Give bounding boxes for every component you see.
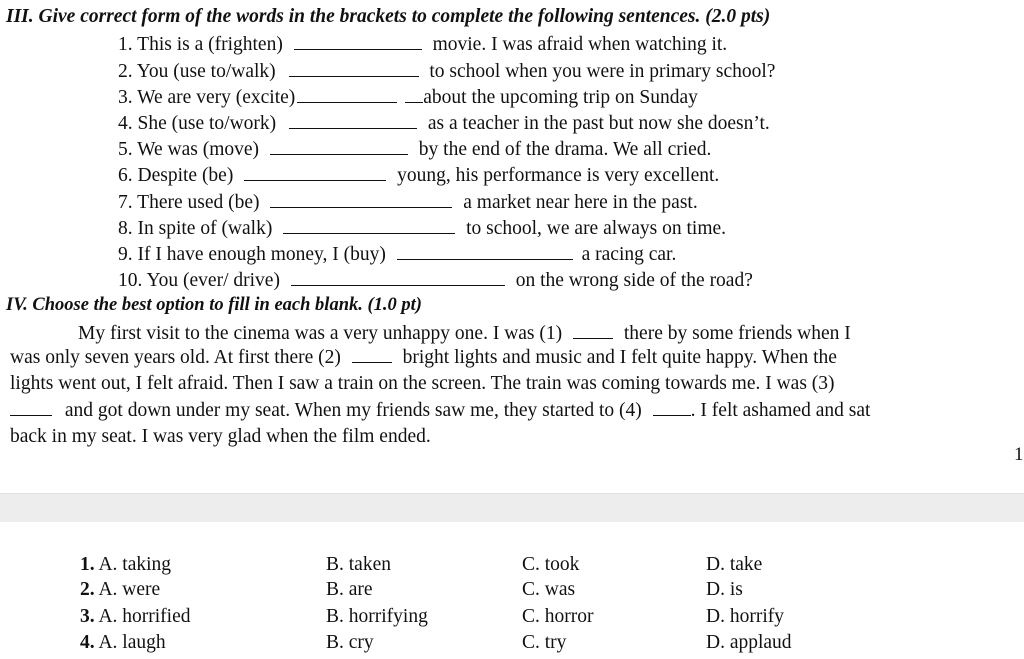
question-prompt: Despite (be) — [137, 165, 234, 186]
gap-3-blank[interactable] — [10, 401, 52, 416]
margin-page-digit: 1 — [1014, 444, 1024, 465]
option-a[interactable]: A. laugh — [98, 632, 166, 653]
question-number: 4. — [118, 113, 133, 134]
answer-blank[interactable] — [270, 193, 452, 208]
option-b[interactable]: B. are — [326, 579, 373, 600]
question-rest: about the upcoming trip on Sunday — [423, 87, 698, 108]
question-prompt: In spite of (walk) — [137, 218, 273, 239]
option-c[interactable]: C. horror — [522, 606, 594, 627]
paragraph-text: My first visit to the cinema was a very unhappy one. I was (1) — [78, 323, 563, 344]
option-number: 1. — [80, 554, 95, 575]
paragraph-line-3 — [10, 372, 835, 396]
gap-2-blank[interactable] — [352, 348, 392, 363]
paragraph-text: bright lights and music and I felt quite happy. When the — [402, 347, 837, 368]
question-rest: on the wrong side of the road? — [515, 270, 753, 291]
answer-blank-tail — [405, 88, 423, 103]
answer-blank[interactable] — [283, 219, 455, 234]
question-1 — [118, 32, 727, 58]
answer-blank[interactable] — [270, 140, 408, 155]
question-rest: to school when you were in primary school? — [429, 61, 776, 82]
section-3-title: III. Give correct form of the words in the brackets to complete the following sentences. (2.0 pts) — [6, 6, 771, 27]
option-row-2 — [80, 579, 160, 601]
paragraph-text: there by some friends when I — [623, 323, 851, 344]
paragraph-text: . I felt ashamed and sat — [690, 400, 871, 421]
option-d[interactable]: D. is — [706, 579, 743, 600]
question-10 — [118, 268, 753, 294]
question-number: 8. — [118, 218, 133, 239]
answer-blank[interactable] — [289, 62, 419, 77]
question-rest: movie. I was afraid when watching it. — [432, 34, 728, 55]
option-a[interactable]: A. horrified — [98, 606, 191, 627]
question-rest: young, his performance is very excellent. — [397, 165, 720, 186]
paragraph-text: and got down under my seat. When my friends saw me, they started to (4) — [64, 400, 642, 421]
question-number: 3. — [118, 87, 133, 108]
question-prompt: There used (be) — [137, 192, 260, 213]
answer-blank[interactable] — [289, 114, 417, 129]
question-rest: a market near here in the past. — [463, 192, 698, 213]
question-prompt: You (ever/ drive) — [146, 270, 280, 291]
option-a[interactable]: A. taking — [98, 554, 172, 575]
question-number: 6. — [118, 165, 133, 186]
paragraph-line-2 — [10, 346, 837, 370]
question-rest: to school, we are always on time. — [466, 218, 727, 239]
question-3 — [118, 85, 698, 111]
question-2 — [118, 59, 775, 85]
paragraph-text: lights went out, I felt afraid. Then I saw a train on the screen. The train was coming towards me. I was (3) — [10, 373, 835, 394]
question-7 — [118, 190, 698, 216]
answer-blank[interactable] — [291, 271, 505, 286]
question-rest: as a teacher in the past but now she doesn’t. — [427, 113, 770, 134]
question-5 — [118, 137, 711, 163]
gap-1-blank[interactable] — [573, 324, 613, 339]
question-number: 7. — [118, 192, 133, 213]
paragraph-line-1 — [78, 322, 851, 346]
option-number: 4. — [80, 632, 95, 653]
paragraph-line-4 — [10, 399, 870, 423]
option-d[interactable]: D. applaud — [706, 632, 792, 653]
question-number: 9. — [118, 244, 133, 265]
question-prompt: We are very (excite) — [137, 87, 296, 108]
worksheet-options — [0, 522, 1024, 659]
option-row-1 — [80, 554, 171, 576]
question-6 — [118, 163, 719, 189]
question-prompt: This is a (frighten) — [137, 34, 283, 55]
option-row-4 — [80, 632, 166, 654]
question-rest: by the end of the drama. We all cried. — [418, 139, 712, 160]
option-b[interactable]: B. taken — [326, 554, 391, 575]
question-prompt: She (use to/work) — [137, 113, 277, 134]
answer-blank[interactable] — [397, 245, 573, 260]
question-prompt: We was (move) — [137, 139, 260, 160]
gap-4-blank[interactable] — [653, 401, 691, 416]
paragraph-line-5 — [10, 425, 431, 449]
answer-blank[interactable] — [294, 35, 422, 50]
paragraph-text: back in my seat. I was very glad when the film ended. — [10, 426, 431, 447]
option-number: 2. — [80, 579, 95, 600]
option-a[interactable]: A. were — [98, 579, 161, 600]
question-9 — [118, 242, 676, 268]
question-8 — [118, 216, 726, 242]
question-prompt: If I have enough money, I (buy) — [137, 244, 386, 265]
answer-blank[interactable] — [297, 88, 397, 103]
question-number: 5. — [118, 139, 133, 160]
question-number: 2. — [118, 61, 133, 82]
answer-blank[interactable] — [244, 166, 386, 181]
option-number: 3. — [80, 606, 95, 627]
option-row-3 — [80, 606, 191, 628]
option-c[interactable]: C. took — [522, 554, 580, 575]
question-4 — [118, 111, 770, 137]
question-number: 10. — [118, 270, 143, 291]
question-prompt: You (use to/walk) — [136, 61, 276, 82]
option-b[interactable]: B. cry — [326, 632, 374, 653]
paragraph-text: was only seven years old. At first there (2) — [10, 347, 341, 368]
section-4-title: IV. Choose the best option to fill in each blank. (1.0 pt) — [6, 295, 422, 315]
option-c[interactable]: C. was — [522, 579, 576, 600]
option-b[interactable]: B. horrifying — [326, 606, 428, 627]
question-number: 1. — [118, 34, 133, 55]
option-d[interactable]: D. horrify — [706, 606, 784, 627]
page-break-band — [0, 493, 1024, 524]
question-rest: a racing car. — [581, 244, 677, 265]
option-d[interactable]: D. take — [706, 554, 763, 575]
option-c[interactable]: C. try — [522, 632, 567, 653]
